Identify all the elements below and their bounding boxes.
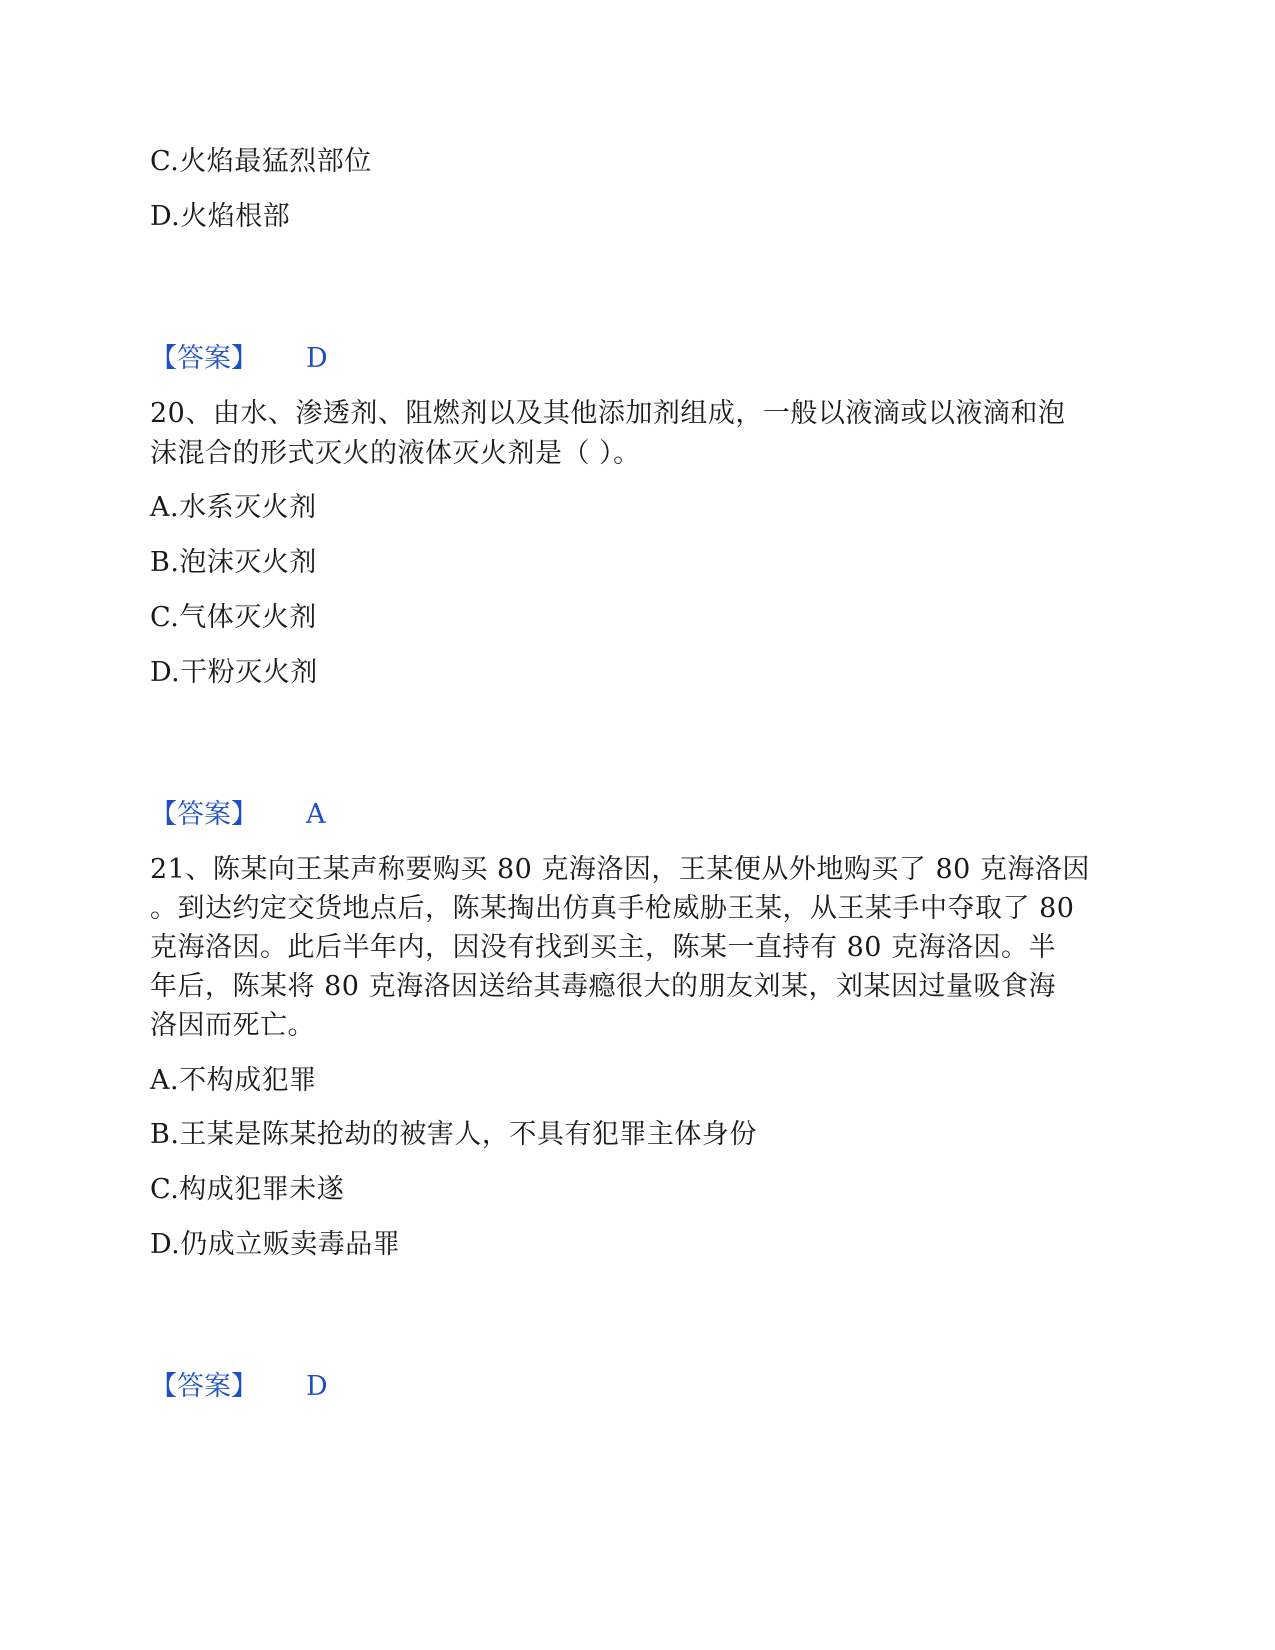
q20-option-d: D.干粉灭火剂: [150, 657, 318, 688]
q21-option-c: C.构成犯罪未遂: [150, 1174, 345, 1205]
q21-stem-line-4: 年后，陈某将 80 克海洛因送给其毒瘾很大的朋友刘某，刘某因过量吸食海: [150, 971, 1057, 1002]
answer-label: 【答案】: [150, 343, 258, 374]
q21-stem-line-1: 21、陈某向王某声称要购买 80 克海洛因，王某便从外地购买了 80 克海洛因: [150, 854, 1090, 885]
q21-stem-line-3: 克海洛因。此后半年内，因没有找到买主，陈某一直持有 80 克海洛因。半: [150, 932, 1057, 963]
q20-answer: [150, 800, 326, 830]
q19-option-d: D.火焰根部: [150, 201, 291, 232]
q21-answer: [150, 1372, 328, 1402]
q21-stem-line-2: 。到达约定交货地点后，陈某掏出仿真手枪威胁王某，从王某手中夺取了 80: [150, 893, 1075, 924]
answer-value: D: [306, 343, 328, 374]
q20-option-a: A.水系灭火剂: [150, 492, 317, 523]
q21-option-b: B.王某是陈某抢劫的被害人，不具有犯罪主体身份: [150, 1119, 757, 1150]
q20-option-c: C.气体灭火剂: [150, 602, 317, 633]
answer-value: D: [306, 1371, 328, 1402]
q21-stem-line-5: 洛因而死亡。: [150, 1010, 315, 1041]
answer-label: 【答案】: [150, 799, 258, 830]
answer-value: A: [306, 799, 326, 830]
answer-label: 【答案】: [150, 1371, 258, 1402]
q20-stem-line-1: 20、由水、渗透剂、阻燃剂以及其他添加剂组成，一般以液滴或以液滴和泡: [150, 398, 1066, 429]
q19-option-c: C.火焰最猛烈部位: [150, 146, 372, 177]
q21-option-a: A.不构成犯罪: [150, 1065, 317, 1096]
q21-option-d: D.仍成立贩卖毒品罪: [150, 1229, 401, 1260]
q20-stem-line-2: 沫混合的形式灭火的液体灭火剂是（ ）。: [150, 438, 641, 469]
q20-option-b: B.泡沫灭火剂: [150, 547, 317, 578]
q19-answer: [150, 344, 328, 374]
